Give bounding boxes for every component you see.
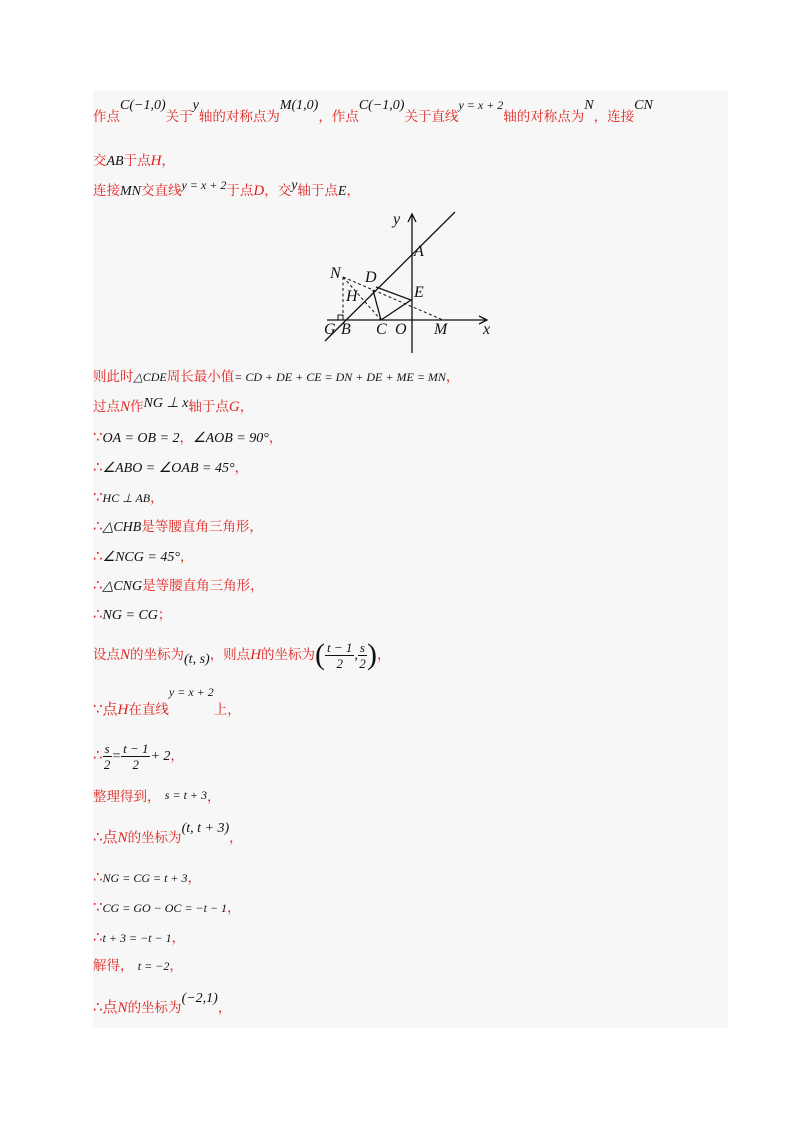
therefore-symbol: ∴ xyxy=(93,746,103,764)
text: 则此时 xyxy=(93,369,134,385)
math: AB xyxy=(106,154,124,169)
line-9 xyxy=(93,517,263,537)
text: 关于 xyxy=(165,109,193,125)
therefore-symbol: ∴ xyxy=(93,605,103,623)
text: 解得， xyxy=(93,958,134,974)
line-11 xyxy=(93,576,264,596)
math: △CHB xyxy=(102,520,142,535)
label-c: C xyxy=(376,321,387,338)
line-16 xyxy=(93,788,221,806)
numerator: t − 1 xyxy=(123,740,149,756)
therefore-symbol: ∴ xyxy=(93,928,103,946)
text: 于点 xyxy=(123,153,151,169)
text: ， xyxy=(227,900,241,916)
text: 的坐标为 xyxy=(127,830,182,846)
math: N xyxy=(584,98,594,113)
math: y = x + 2 xyxy=(181,178,227,192)
math: HC ⊥ AB xyxy=(102,491,151,505)
text: 轴于点 xyxy=(188,399,229,415)
math: y = x + 2 xyxy=(168,685,214,699)
text: 作 xyxy=(130,399,144,415)
label-a: A xyxy=(414,243,424,260)
text: 整理得到， xyxy=(93,789,161,805)
math: y xyxy=(291,178,298,193)
label-n: N xyxy=(330,265,341,282)
text: ，交 xyxy=(264,183,292,199)
var: N xyxy=(117,830,128,846)
text: ， xyxy=(169,958,183,974)
text: 的坐标为 xyxy=(127,1000,182,1016)
therefore-symbol: ∴ xyxy=(93,868,103,886)
var: D xyxy=(253,183,265,199)
text: 的坐标为 xyxy=(130,647,185,663)
line-15 xyxy=(93,738,184,774)
text: ， xyxy=(161,153,175,169)
math: M(1,0) xyxy=(279,98,319,113)
math: E xyxy=(337,184,347,199)
text: ， xyxy=(234,460,249,476)
line-13: 设点N的坐标为(t, s)，则点H的坐标为( $\frac{t - 1}{2}$ , $\frac{s}{2}$ )， xyxy=(93,638,391,671)
text: ， xyxy=(171,930,186,946)
line-21 xyxy=(93,957,183,975)
text: ， xyxy=(207,789,221,805)
line-2 xyxy=(93,152,175,171)
line-14 xyxy=(93,685,241,719)
label-d: D xyxy=(365,269,377,286)
because-symbol: ∵ xyxy=(93,898,103,916)
therefore-symbol: ∴ xyxy=(93,547,103,565)
segment-nm xyxy=(343,277,443,320)
text: 关于直线 xyxy=(404,109,459,125)
text: 是等腰直角三角形， xyxy=(141,519,263,535)
line-10 xyxy=(93,547,193,567)
denominator: 2 xyxy=(359,655,366,671)
denominator: 2 xyxy=(132,756,139,772)
var: N xyxy=(117,1000,128,1016)
math: MN xyxy=(120,184,141,199)
text: ， xyxy=(179,430,194,446)
text: ， xyxy=(150,490,164,506)
text: 交直线 xyxy=(141,183,182,199)
text: 设点 xyxy=(93,647,120,663)
text: 轴的对称点为 xyxy=(503,109,585,125)
numerator: s xyxy=(104,740,110,756)
denominator: 2 xyxy=(103,756,111,772)
therefore-symbol: ∴点 xyxy=(93,828,118,846)
line-7 xyxy=(93,458,248,478)
line-17 xyxy=(93,821,243,848)
text: ； xyxy=(157,607,172,623)
math: (t, t + 3) xyxy=(181,821,230,836)
text: ， xyxy=(229,830,243,846)
math: C(−1,0) xyxy=(358,98,405,113)
math: + 2 xyxy=(150,749,171,764)
math: NG ⊥ x xyxy=(143,396,189,411)
text: 周长最小值 xyxy=(166,369,235,385)
math: ∠ABO = ∠OAB = 45° xyxy=(102,461,235,476)
therefore-symbol: ∴ xyxy=(93,576,103,594)
line-8 xyxy=(93,488,164,507)
geometry-figure xyxy=(321,208,501,358)
text: 轴的对称点为 xyxy=(198,109,280,125)
math: (−2,1) xyxy=(181,991,218,1006)
line-20 xyxy=(93,928,185,947)
line-18 xyxy=(93,868,201,887)
var: N xyxy=(120,647,131,663)
text: 上， xyxy=(213,702,241,718)
label-g: G xyxy=(324,321,336,338)
label-b: B xyxy=(341,321,351,338)
text: 是等腰直角三角形， xyxy=(142,578,264,594)
fraction-s-over-2 xyxy=(103,741,112,772)
text: 的坐标为 xyxy=(261,647,316,663)
text: ， xyxy=(170,748,184,764)
math: = xyxy=(111,749,122,764)
text: ， xyxy=(346,183,360,199)
fraction-s-over-2 xyxy=(358,640,367,671)
text: ，则点 xyxy=(209,647,251,663)
therefore-symbol: ∴点 xyxy=(93,998,118,1016)
text: 于点 xyxy=(226,183,254,199)
fraction-t-minus-1-over-2 xyxy=(121,741,150,772)
math: ∠AOB = 90° xyxy=(193,431,269,446)
label-h: H xyxy=(346,288,358,305)
text: ， xyxy=(376,647,391,663)
math: △CDE xyxy=(133,370,167,384)
var: G xyxy=(228,399,240,415)
math: (t, s) xyxy=(184,652,210,667)
because-symbol: ∵ xyxy=(93,488,103,506)
text: 作点 xyxy=(93,109,120,125)
left-paren: ( xyxy=(315,638,326,671)
math: ∠NCG = 45° xyxy=(102,550,180,565)
therefore-symbol: ∴ xyxy=(93,458,103,476)
line-1 xyxy=(93,98,653,127)
var: H xyxy=(150,153,162,169)
var: H xyxy=(250,647,262,663)
math: t = −2 xyxy=(137,959,170,973)
therefore-symbol: ∴ xyxy=(93,517,103,535)
text: ， xyxy=(187,870,202,886)
var: H xyxy=(117,702,129,718)
line-22 xyxy=(93,991,232,1018)
label-e: E xyxy=(414,284,424,301)
text: 轴于点 xyxy=(297,183,338,199)
math: = CD + DE + CE = DN + DE + ME = MN xyxy=(234,370,446,384)
right-paren: ) xyxy=(366,638,377,671)
line-19 xyxy=(93,898,241,917)
math: OA = OB = 2 xyxy=(102,431,180,446)
text: ，连接 xyxy=(593,109,635,125)
math: CG = GO − OC = −t − 1 xyxy=(102,901,228,915)
text: ， xyxy=(179,549,194,565)
text: 交 xyxy=(93,153,107,169)
math: y = x + 2 xyxy=(458,98,504,112)
right-angle-mark xyxy=(338,315,343,320)
line-4 xyxy=(93,368,459,386)
text: ， xyxy=(445,369,460,385)
line-6 xyxy=(93,428,282,448)
because-symbol: ∵点 xyxy=(93,700,118,718)
denominator: 2 xyxy=(336,655,343,671)
line-5 xyxy=(93,398,253,417)
label-o: O xyxy=(395,321,407,338)
text: 过点 xyxy=(93,399,120,415)
math: C(−1,0) xyxy=(120,98,166,113)
math: s = t + 3 xyxy=(164,788,207,802)
math: y xyxy=(192,98,199,113)
because-symbol: ∵ xyxy=(93,428,103,446)
line-12 xyxy=(93,605,171,625)
text: ， xyxy=(268,430,283,446)
math: NG = CG xyxy=(102,608,158,623)
label-m: M xyxy=(434,321,448,338)
line-3 xyxy=(93,178,360,201)
text: ，作点 xyxy=(318,109,359,125)
text: 连接 xyxy=(93,183,120,199)
label-y: y xyxy=(393,211,401,228)
math: NG = CG = t + 3 xyxy=(102,871,188,885)
var: N xyxy=(120,399,131,415)
fraction-t-minus-1-over-2 xyxy=(325,640,354,671)
text: ， xyxy=(239,399,254,415)
text: ， xyxy=(217,1000,232,1016)
numerator: t − 1 xyxy=(327,639,353,655)
math: △CNG xyxy=(102,579,143,594)
numerator: s xyxy=(359,639,365,655)
text: 在直线 xyxy=(128,702,169,718)
math: CN xyxy=(634,98,653,113)
label-x: x xyxy=(483,321,491,338)
math: t + 3 = −t − 1 xyxy=(102,931,172,945)
solution-panel xyxy=(93,90,728,1028)
